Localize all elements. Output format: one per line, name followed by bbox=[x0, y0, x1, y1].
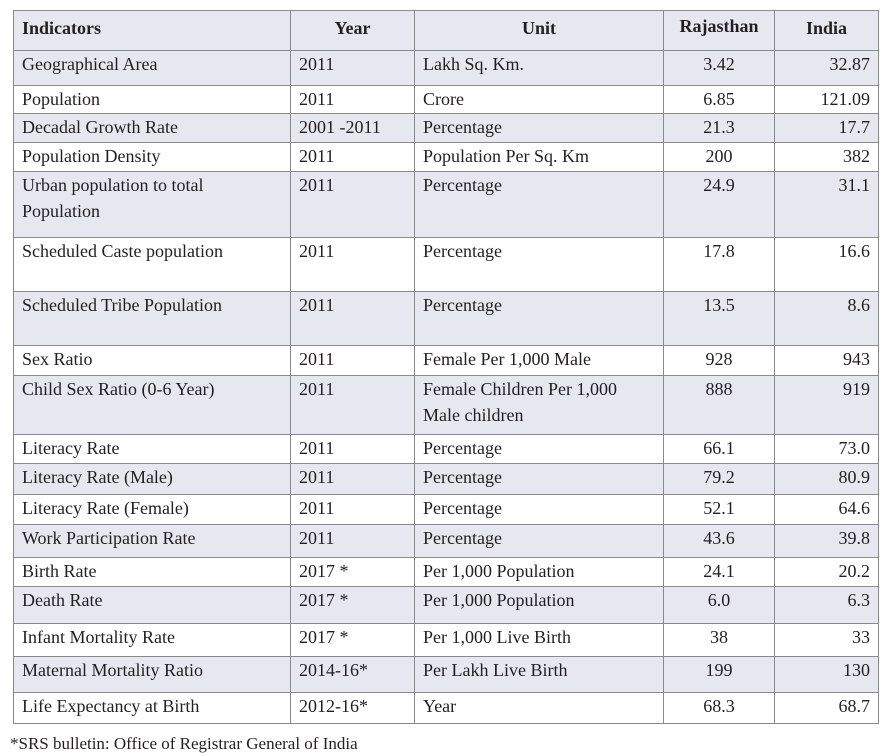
cell-indicator: Scheduled Tribe Population bbox=[14, 292, 291, 346]
cell-unit: Percentage bbox=[415, 525, 664, 558]
cell-india: 8.6 bbox=[775, 292, 879, 346]
cell-rajasthan: 24.1 bbox=[664, 558, 775, 587]
cell-rajasthan: 200 bbox=[664, 143, 775, 172]
cell-rajasthan: 24.9 bbox=[664, 172, 775, 238]
cell-rajasthan: 6.85 bbox=[664, 86, 775, 114]
cell-indicator: Death Rate bbox=[14, 587, 291, 624]
cell-india: 16.6 bbox=[775, 238, 879, 292]
cell-india: 39.8 bbox=[775, 525, 879, 558]
table-row bbox=[14, 624, 879, 657]
cell-year: 2011 bbox=[291, 143, 415, 172]
cell-unit: Percentage bbox=[415, 114, 664, 143]
cell-year: 2011 bbox=[291, 346, 415, 376]
cell-rajasthan: 21.3 bbox=[664, 114, 775, 143]
cell-unit: Year bbox=[415, 693, 664, 724]
header-row bbox=[14, 11, 879, 51]
cell-unit: Percentage bbox=[415, 292, 664, 346]
table-row bbox=[14, 172, 879, 238]
cell-indicator: Scheduled Caste population bbox=[14, 238, 291, 292]
cell-unit: Per 1,000 Population bbox=[415, 558, 664, 587]
cell-unit: Crore bbox=[415, 86, 664, 114]
cell-indicator: Geographical Area bbox=[14, 51, 291, 86]
cell-year: 2017 * bbox=[291, 587, 415, 624]
cell-unit: Percentage bbox=[415, 238, 664, 292]
cell-indicator: Literacy Rate (Female) bbox=[14, 495, 291, 525]
cell-year: 2011 bbox=[291, 495, 415, 525]
cell-india: 73.0 bbox=[775, 435, 879, 464]
cell-year: 2011 bbox=[291, 86, 415, 114]
table-row bbox=[14, 495, 879, 525]
cell-unit: Per 1,000 Live Birth bbox=[415, 624, 664, 657]
table-row bbox=[14, 587, 879, 624]
cell-rajasthan: 79.2 bbox=[664, 464, 775, 495]
header-indicators: Indicators bbox=[14, 11, 291, 51]
cell-rajasthan: 13.5 bbox=[664, 292, 775, 346]
cell-year: 2001 -2011 bbox=[291, 114, 415, 143]
cell-unit: Lakh Sq. Km. bbox=[415, 51, 664, 86]
cell-india: 919 bbox=[775, 376, 879, 435]
table-body bbox=[14, 51, 879, 724]
cell-indicator: Birth Rate bbox=[14, 558, 291, 587]
cell-indicator: Maternal Mortality Ratio bbox=[14, 657, 291, 693]
cell-year: 2011 bbox=[291, 292, 415, 346]
cell-rajasthan: 6.0 bbox=[664, 587, 775, 624]
cell-unit: Per 1,000 Population bbox=[415, 587, 664, 624]
cell-year: 2014-16* bbox=[291, 657, 415, 693]
cell-year: 2011 bbox=[291, 376, 415, 435]
header-rajasthan: Rajasthan bbox=[664, 11, 775, 51]
cell-india: 68.7 bbox=[775, 693, 879, 724]
cell-indicator: Decadal Growth Rate bbox=[14, 114, 291, 143]
cell-indicator: Population Density bbox=[14, 143, 291, 172]
cell-unit: Population Per Sq. Km bbox=[415, 143, 664, 172]
cell-year: 2012-16* bbox=[291, 693, 415, 724]
cell-rajasthan: 66.1 bbox=[664, 435, 775, 464]
cell-year: 2011 bbox=[291, 172, 415, 238]
cell-unit: Percentage bbox=[415, 435, 664, 464]
cell-indicator: Population bbox=[14, 86, 291, 114]
cell-unit: Female Children Per 1,000 Male children bbox=[415, 376, 664, 435]
table-row bbox=[14, 435, 879, 464]
table-row bbox=[14, 525, 879, 558]
cell-year: 2011 bbox=[291, 238, 415, 292]
cell-rajasthan: 928 bbox=[664, 346, 775, 376]
table-row bbox=[14, 657, 879, 693]
cell-india: 6.3 bbox=[775, 587, 879, 624]
cell-india: 17.7 bbox=[775, 114, 879, 143]
cell-year: 2011 bbox=[291, 464, 415, 495]
table-row bbox=[14, 292, 879, 346]
cell-rajasthan: 38 bbox=[664, 624, 775, 657]
cell-rajasthan: 888 bbox=[664, 376, 775, 435]
cell-unit: Percentage bbox=[415, 495, 664, 525]
cell-indicator: Sex Ratio bbox=[14, 346, 291, 376]
cell-unit: Percentage bbox=[415, 172, 664, 238]
cell-year: 2011 bbox=[291, 51, 415, 86]
cell-india: 31.1 bbox=[775, 172, 879, 238]
cell-rajasthan: 199 bbox=[664, 657, 775, 693]
table-row bbox=[14, 464, 879, 495]
cell-india: 130 bbox=[775, 657, 879, 693]
table-row bbox=[14, 693, 879, 724]
cell-indicator: Child Sex Ratio (0-6 Year) bbox=[14, 376, 291, 435]
cell-india: 33 bbox=[775, 624, 879, 657]
cell-rajasthan: 3.42 bbox=[664, 51, 775, 86]
table-row bbox=[14, 143, 879, 172]
cell-indicator: Life Expectancy at Birth bbox=[14, 693, 291, 724]
header-india: India bbox=[775, 11, 879, 51]
cell-year: 2017 * bbox=[291, 558, 415, 587]
cell-unit: Female Per 1,000 Male bbox=[415, 346, 664, 376]
cell-year: 2017 * bbox=[291, 624, 415, 657]
table-row bbox=[14, 114, 879, 143]
cell-rajasthan: 68.3 bbox=[664, 693, 775, 724]
cell-india: 943 bbox=[775, 346, 879, 376]
cell-rajasthan: 52.1 bbox=[664, 495, 775, 525]
table-row bbox=[14, 51, 879, 86]
header-year: Year bbox=[291, 11, 415, 51]
cell-year: 2011 bbox=[291, 435, 415, 464]
cell-india: 382 bbox=[775, 143, 879, 172]
table-row bbox=[14, 238, 879, 292]
cell-indicator: Infant Mortality Rate bbox=[14, 624, 291, 657]
cell-unit: Per Lakh Live Birth bbox=[415, 657, 664, 693]
header-unit: Unit bbox=[415, 11, 664, 51]
cell-indicator: Literacy Rate bbox=[14, 435, 291, 464]
footnote: *SRS bulletin: Office of Registrar General of India bbox=[10, 734, 358, 753]
table-row bbox=[14, 346, 879, 376]
cell-india: 80.9 bbox=[775, 464, 879, 495]
cell-indicator: Work Participation Rate bbox=[14, 525, 291, 558]
cell-india: 64.6 bbox=[775, 495, 879, 525]
table-row bbox=[14, 376, 879, 435]
cell-year: 2011 bbox=[291, 525, 415, 558]
table-row bbox=[14, 558, 879, 587]
cell-rajasthan: 17.8 bbox=[664, 238, 775, 292]
cell-indicator: Urban population to total Population bbox=[14, 172, 291, 238]
cell-india: 32.87 bbox=[775, 51, 879, 86]
indicators-table bbox=[13, 10, 879, 724]
table-row bbox=[14, 86, 879, 114]
cell-india: 20.2 bbox=[775, 558, 879, 587]
cell-rajasthan: 43.6 bbox=[664, 525, 775, 558]
cell-indicator: Literacy Rate (Male) bbox=[14, 464, 291, 495]
cell-india: 121.09 bbox=[775, 86, 879, 114]
cell-unit: Percentage bbox=[415, 464, 664, 495]
